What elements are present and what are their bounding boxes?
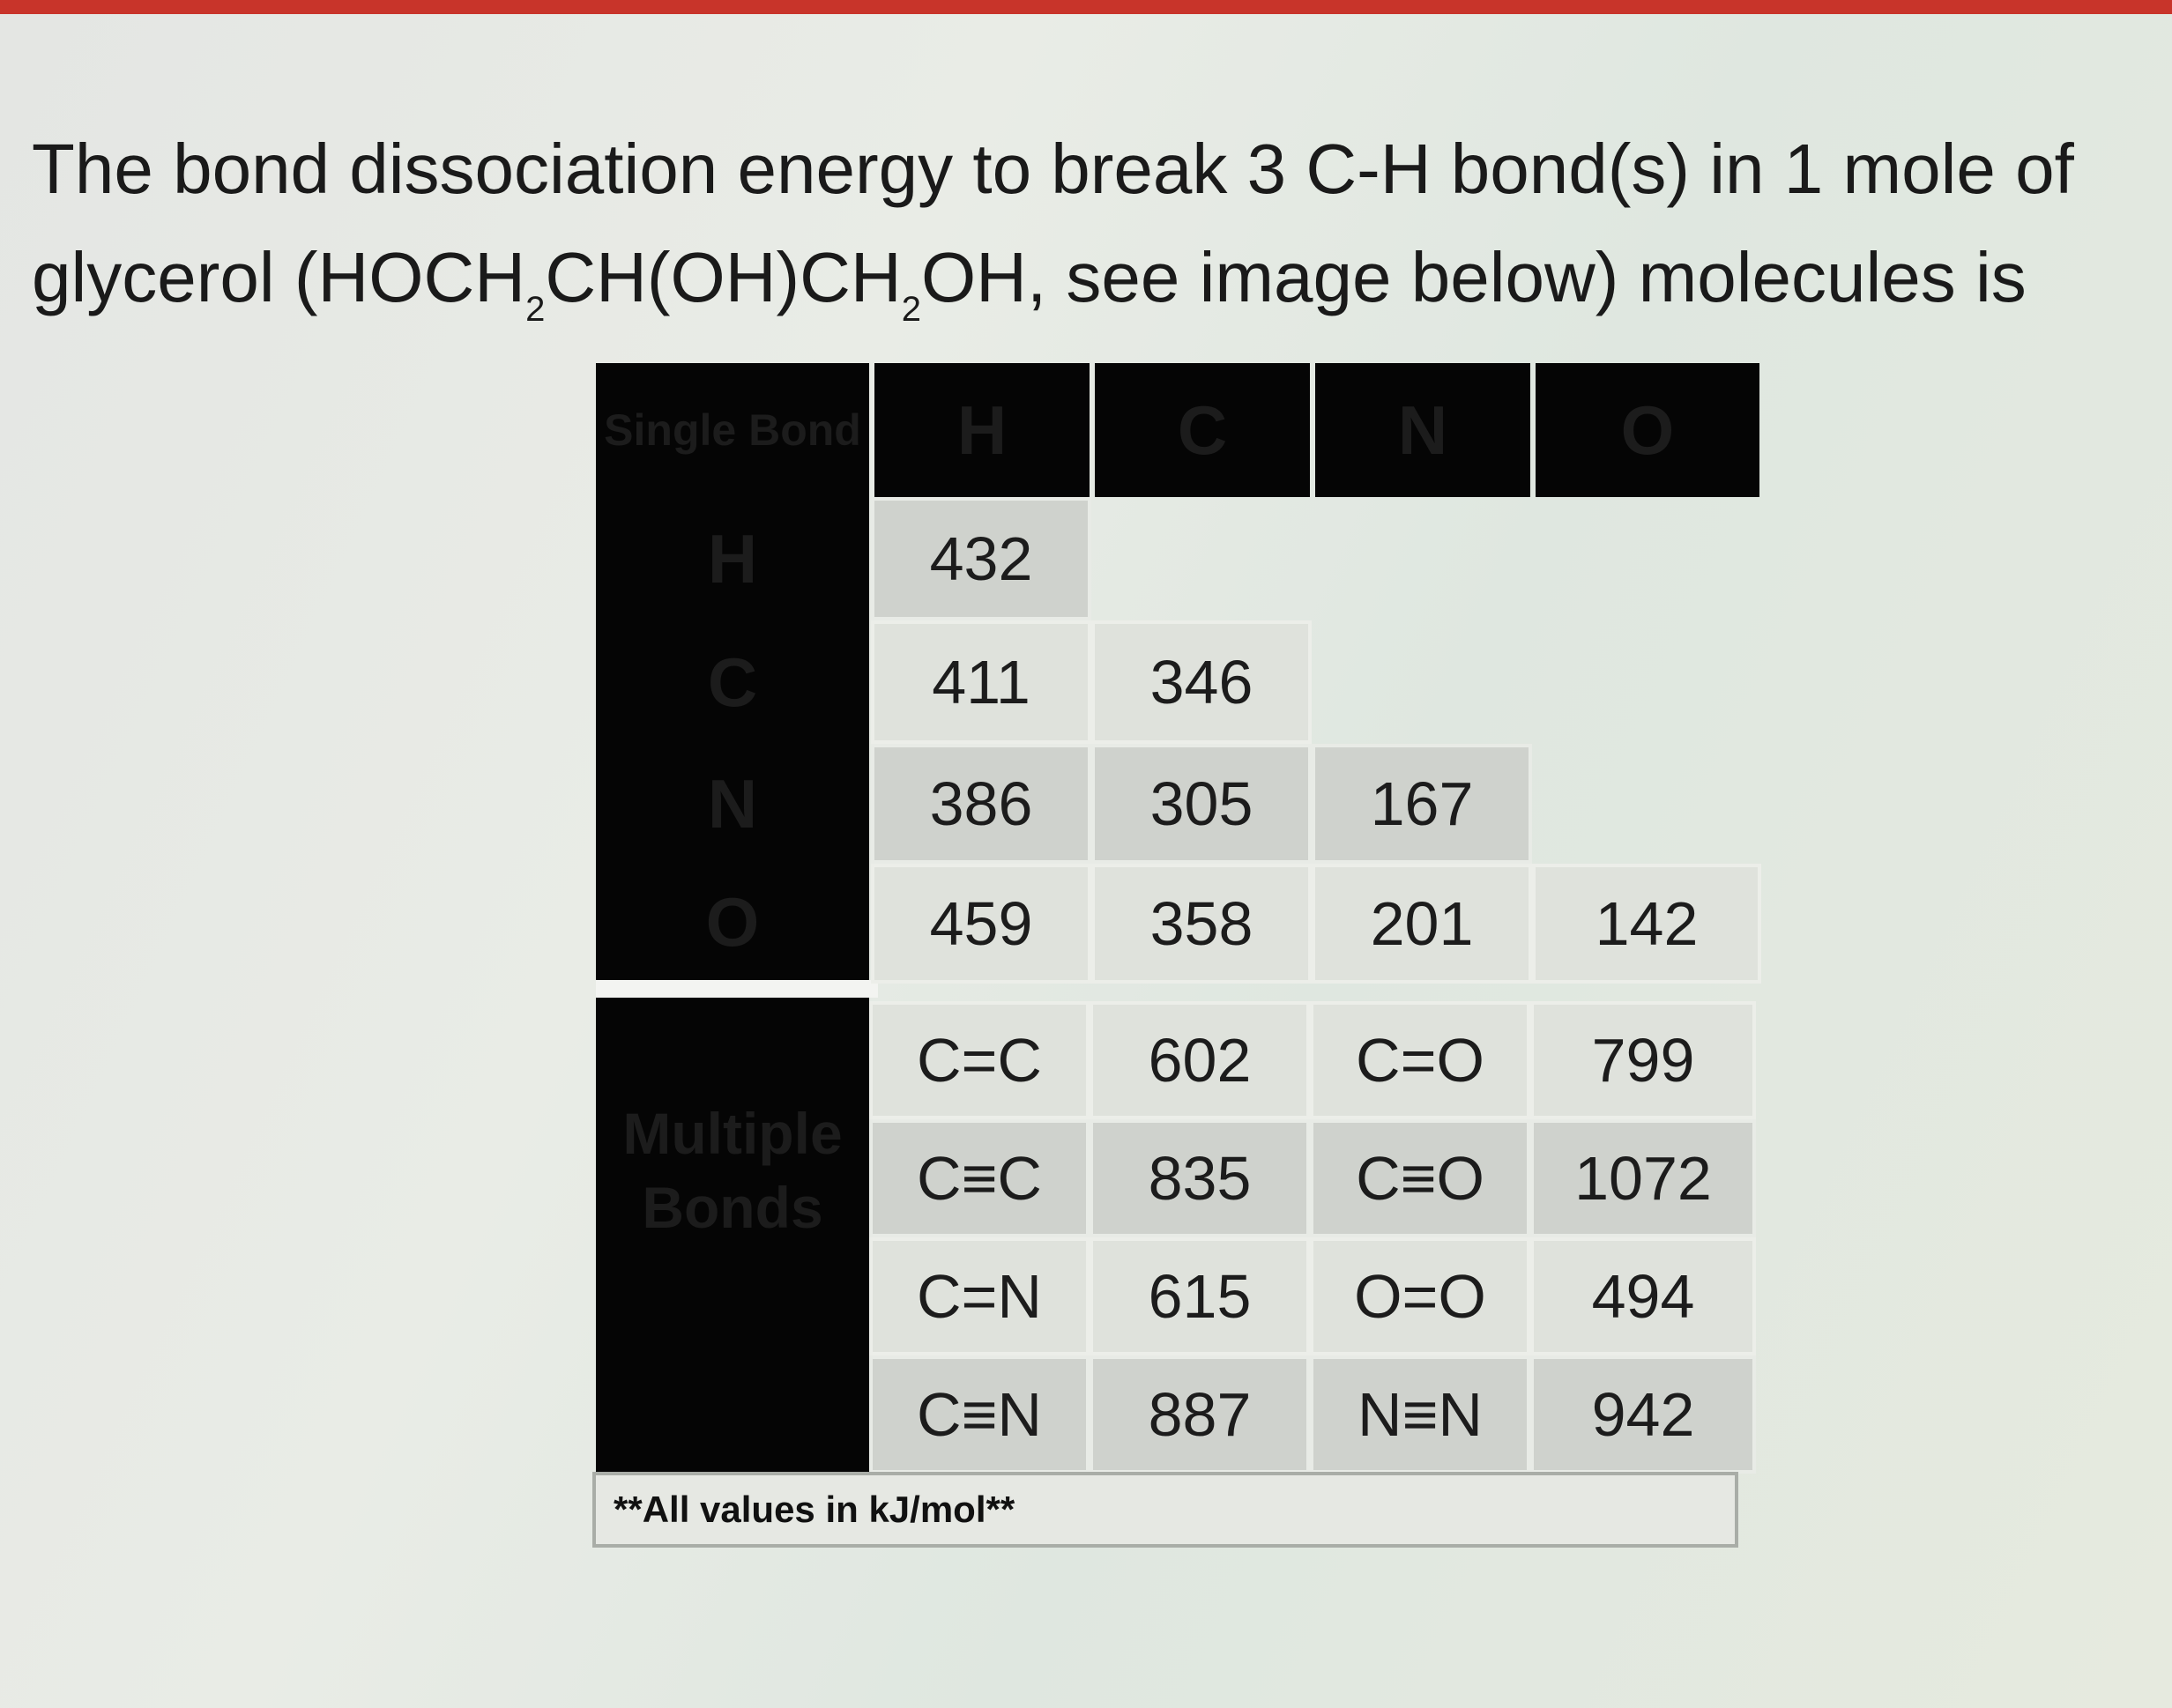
multiple-bonds-label-bottom — [596, 1343, 869, 1474]
mb-label-r1c2: C=O — [1310, 1001, 1530, 1119]
mb-label-r2c2: C≡O — [1310, 1119, 1530, 1237]
mb-value-r2c2: 1072 — [1530, 1119, 1756, 1237]
mb-value-r4c1: 887 — [1090, 1355, 1310, 1474]
value-o-h: 459 — [871, 864, 1091, 984]
col-header-h: H — [874, 363, 1090, 497]
question-line-1: The bond dissociation energy to break 3 C-H bond(s) in 1 mole of — [32, 130, 2074, 208]
top-red-bar — [0, 0, 2172, 14]
question-text — [32, 115, 2147, 331]
mb-label-r1c1: C=C — [869, 1001, 1090, 1119]
mb-value-r2c1: 835 — [1090, 1119, 1310, 1237]
mb-value-r4c2: 942 — [1530, 1355, 1756, 1474]
section-divider — [596, 980, 878, 998]
value-o-o: 142 — [1532, 864, 1761, 984]
mb-label-r4c1: C≡N — [869, 1355, 1090, 1474]
row-header-o: O — [705, 882, 760, 961]
row-header-n: N — [707, 764, 758, 843]
mb-label-r3c1: C=N — [869, 1237, 1090, 1355]
q-text-b: CH(OH)CH — [545, 238, 902, 316]
mb-value-r1c2: 799 — [1530, 1001, 1756, 1119]
value-c-h: 411 — [871, 620, 1091, 744]
mb-label-r3c2: O=O — [1310, 1237, 1530, 1355]
q-sub-2: 2 — [901, 290, 921, 329]
q-text-c: OH, see image below) molecules is — [920, 238, 2027, 316]
q-sub-1: 2 — [525, 290, 546, 329]
col-header-c: C — [1095, 363, 1310, 497]
mb-value-r3c2: 494 — [1530, 1237, 1756, 1355]
row-header-c: C — [707, 642, 758, 721]
value-o-n: 201 — [1312, 864, 1532, 984]
value-o-c: 358 — [1091, 864, 1312, 984]
mb-value-r1c1: 602 — [1090, 1001, 1310, 1119]
col-header-o: O — [1536, 363, 1759, 497]
value-n-n: 167 — [1312, 744, 1532, 864]
row-header-h: H — [707, 519, 758, 598]
multiple-bonds-label: Multiple Bonds — [596, 998, 869, 1343]
corner-header: Single Bond — [596, 363, 869, 497]
value-n-h: 386 — [871, 744, 1091, 864]
q-text-a: glycerol (HOCH — [32, 238, 526, 316]
value-h-h: 432 — [871, 497, 1091, 620]
value-c-c: 346 — [1091, 620, 1312, 744]
col-header-n: N — [1315, 363, 1530, 497]
mb-label-r2c1: C≡C — [869, 1119, 1090, 1237]
footnote: **All values in kJ/mol** — [592, 1472, 1738, 1548]
mb-label-r4c2: N≡N — [1310, 1355, 1530, 1474]
value-n-c: 305 — [1091, 744, 1312, 864]
question-line-2 — [32, 223, 2147, 331]
mb-value-r3c1: 615 — [1090, 1237, 1310, 1355]
